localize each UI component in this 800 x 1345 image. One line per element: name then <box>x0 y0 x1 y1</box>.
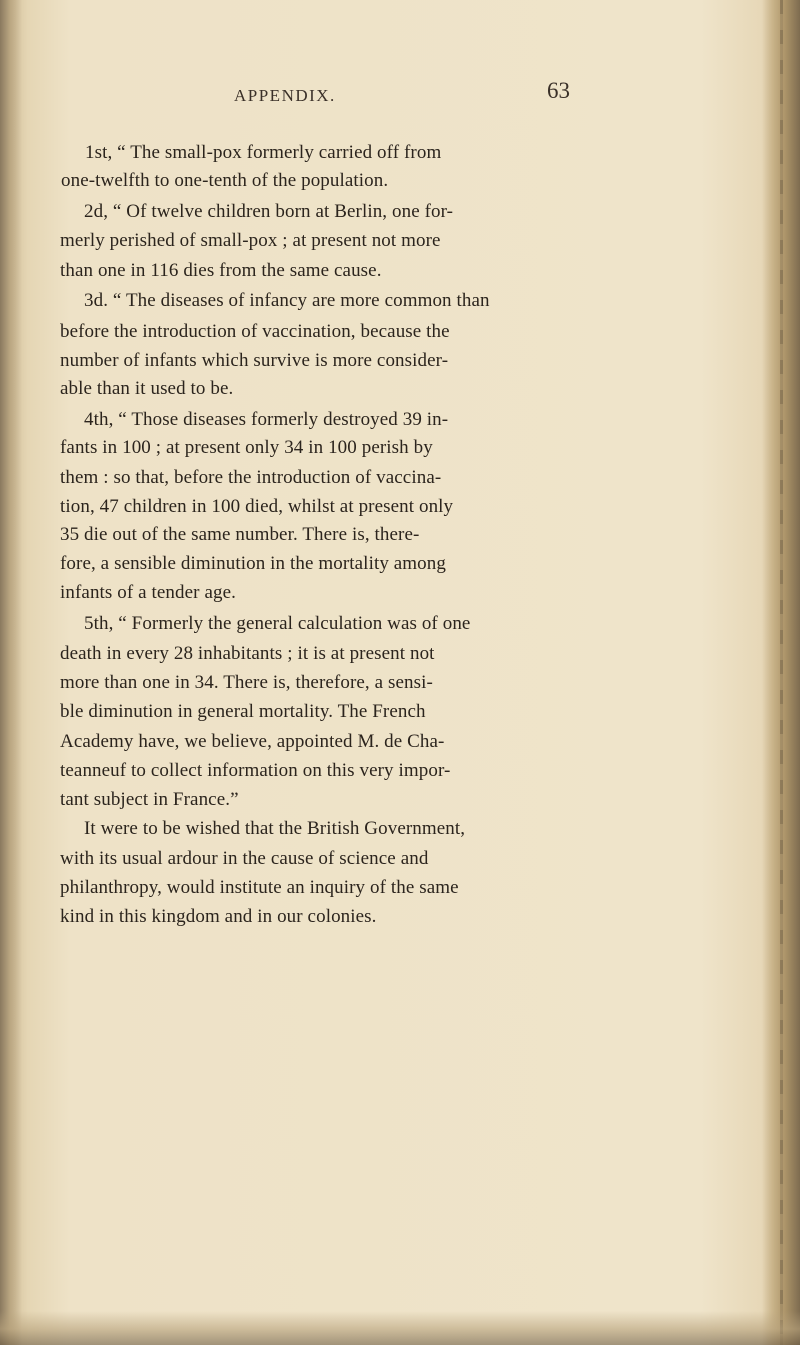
text-line: able than it used to be. <box>60 378 234 399</box>
text-line: teanneuf to collect information on this very impor- <box>60 760 451 781</box>
page-number: 63 <box>547 78 570 103</box>
text-line: more than one in 34. There is, therefore, a sensi- <box>60 672 433 693</box>
text-line: fore, a sensible diminution in the mortality among <box>60 553 446 574</box>
text-line: them : so that, before the introduction of vaccina- <box>60 467 442 488</box>
text-line: with its usual ardour in the cause of science and <box>60 848 429 869</box>
text-line: than one in 116 dies from the same cause. <box>60 260 382 281</box>
text-line: tant subject in France.” <box>60 789 239 810</box>
text-line: It were to be wished that the British Government, <box>84 818 466 839</box>
text-line: fants in 100 ; at present only 34 in 100 perish by <box>60 437 433 458</box>
text-line: philanthropy, would institute an inquiry of the same <box>60 877 459 898</box>
running-head: APPENDIX. <box>234 86 336 105</box>
text-line: tion, 47 children in 100 died, whilst at present only <box>60 496 454 517</box>
text-line: merly perished of small-pox ; at present not more <box>60 230 441 251</box>
text-line: number of infants which survive is more consider- <box>60 350 449 371</box>
text-line: death in every 28 inhabitants ; it is at present not <box>60 643 435 664</box>
text-line: 35 die out of the same number. There is, there- <box>60 524 420 545</box>
text-line: Academy have, we believe, appointed M. de Cha- <box>60 731 445 752</box>
text-line: 1st, “ The small-pox formerly carried off from <box>85 142 442 163</box>
text-line: before the introduction of vaccination, because the <box>60 321 450 342</box>
text-line: infants of a tender age. <box>60 582 236 603</box>
text-line: kind in this kingdom and in our colonies. <box>60 906 377 927</box>
text-line: ble diminution in general mortality. The French <box>60 701 426 722</box>
text-line: one-twelfth to one-tenth of the population. <box>61 170 389 191</box>
text-line: 4th, “ Those diseases formerly destroyed 39 in- <box>84 409 449 430</box>
text-line: 5th, “ Formerly the general calculation was of one <box>84 613 471 634</box>
text-line: 2d, “ Of twelve children born at Berlin, one for- <box>84 201 454 222</box>
text-line: 3d. “ The diseases of infancy are more common than <box>84 290 490 311</box>
